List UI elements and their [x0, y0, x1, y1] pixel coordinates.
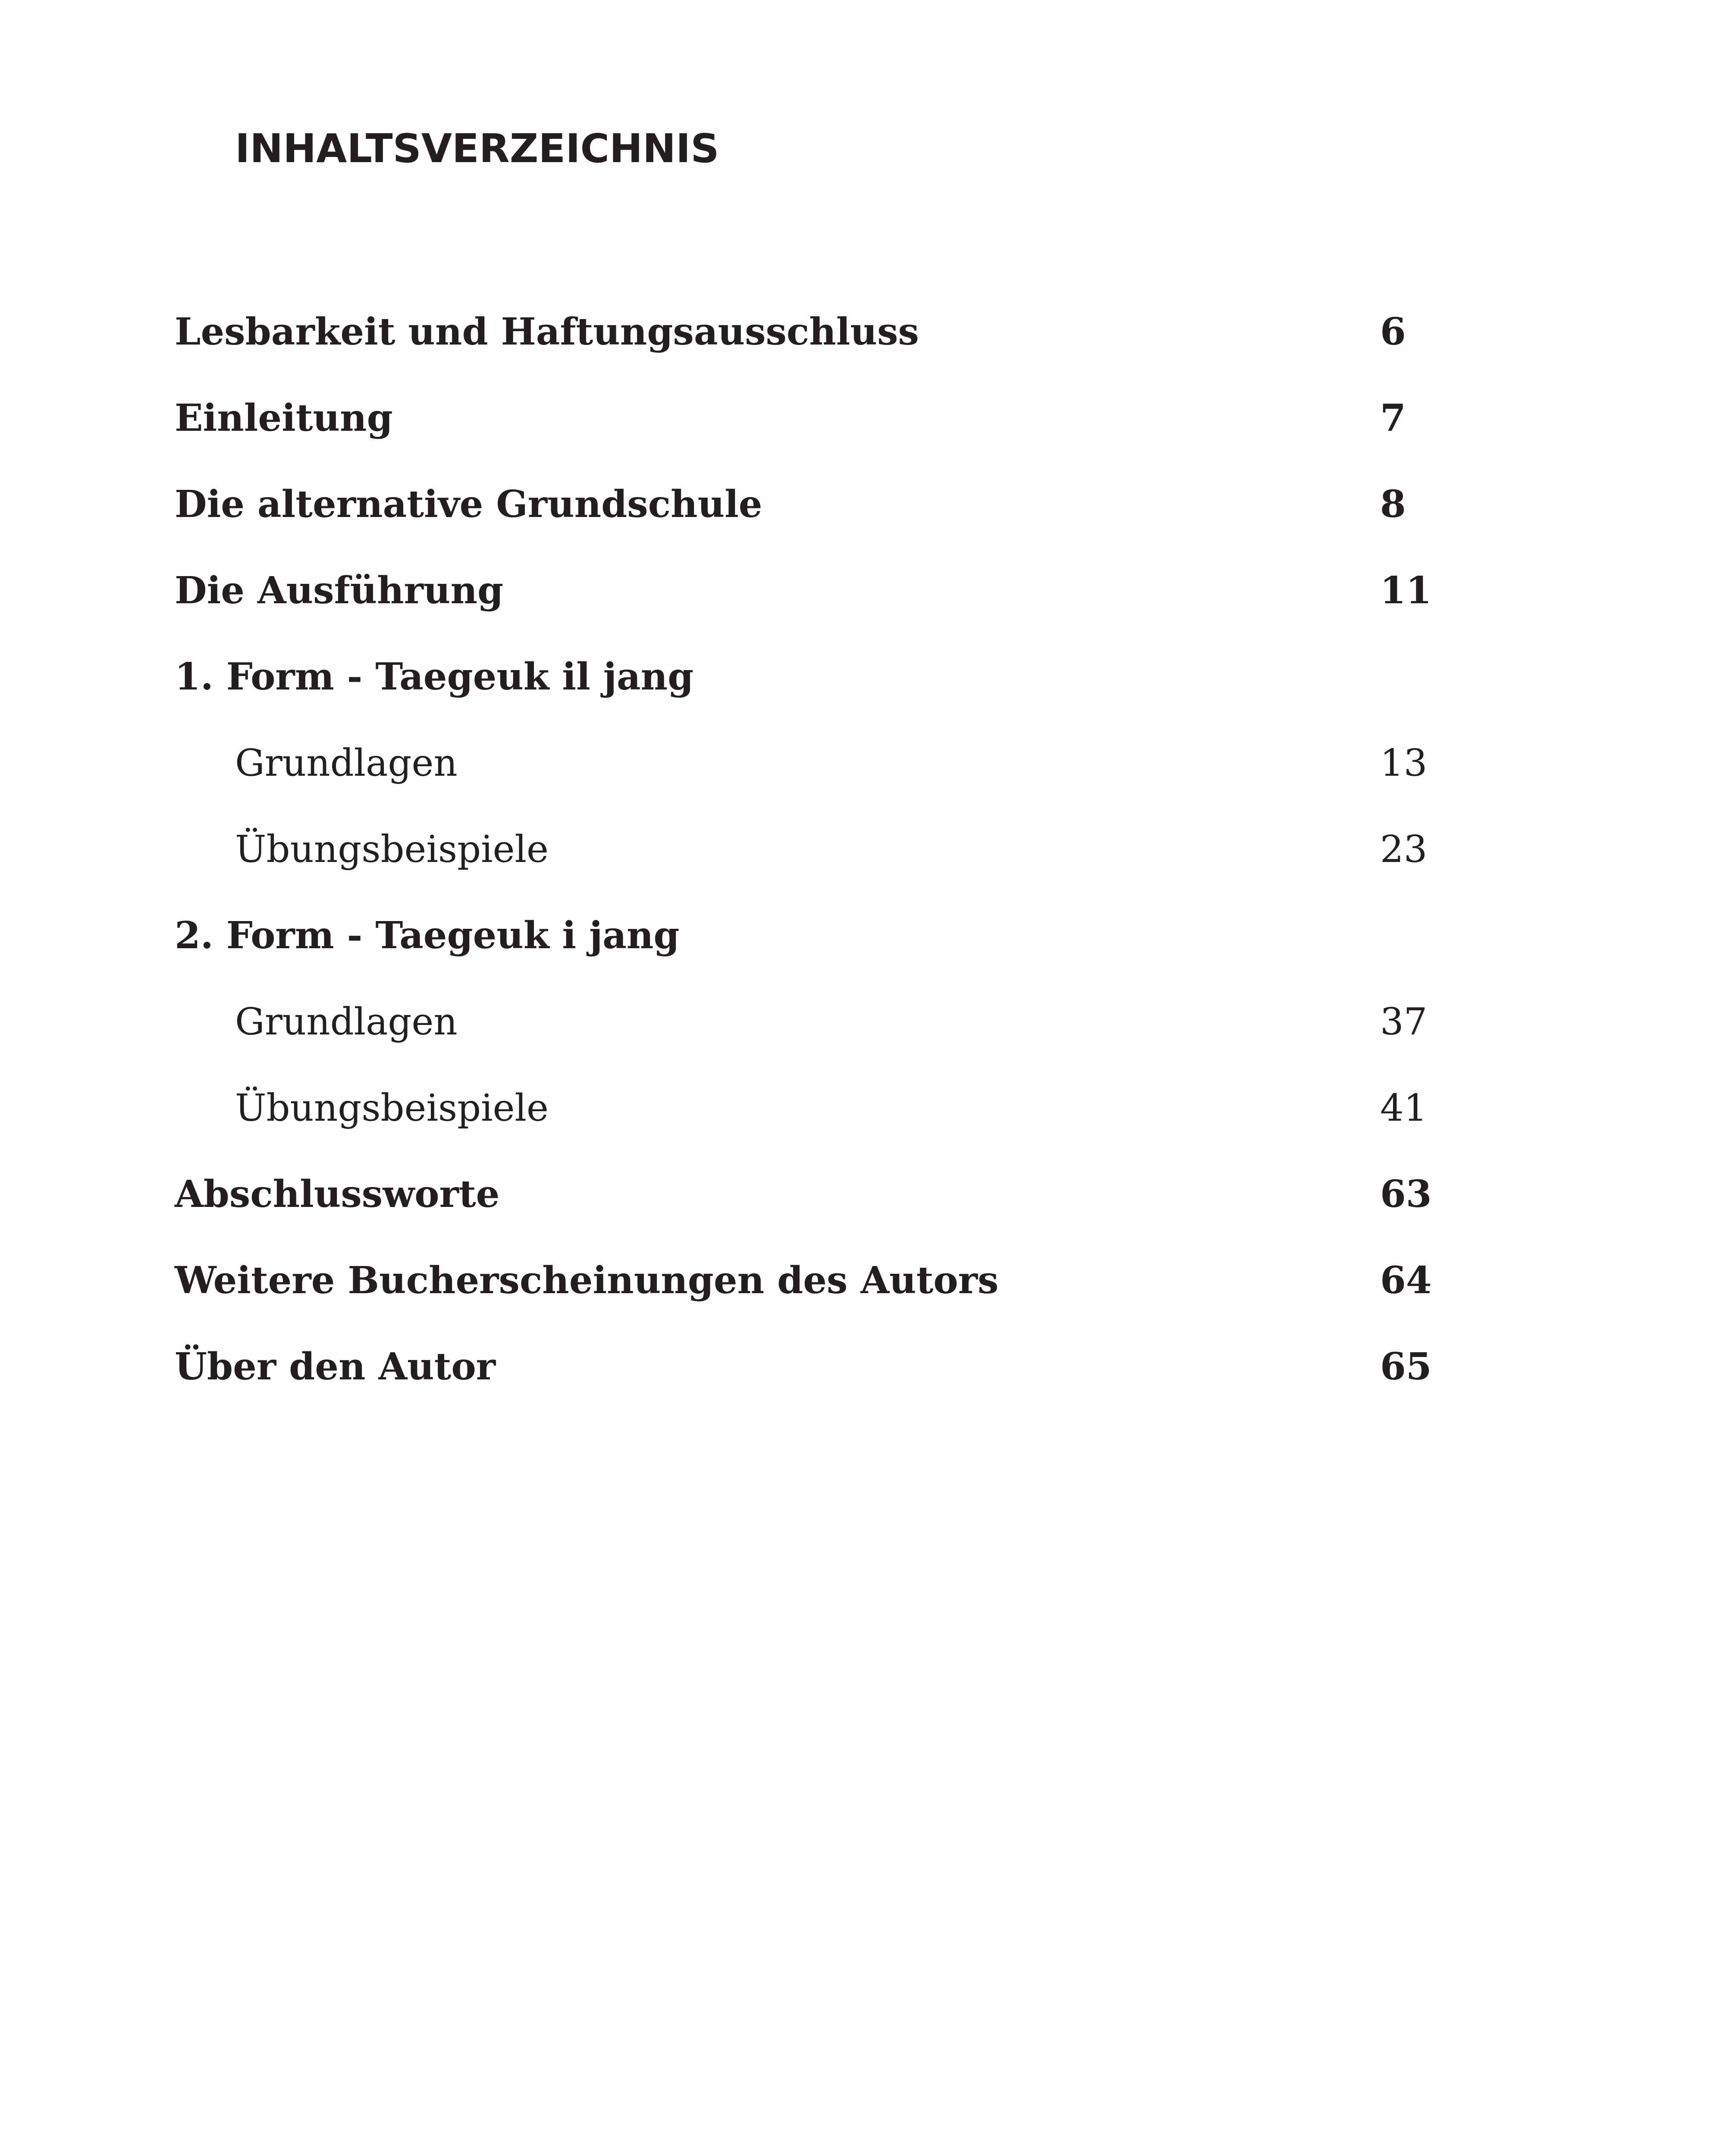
page-title: INHALTSVERZEICHNIS — [235, 125, 719, 172]
toc-entry-label: Einleitung — [175, 396, 393, 440]
toc-entry-label: Übungsbeispiele — [235, 1087, 549, 1130]
toc-entry-page-number: 37 — [1380, 1000, 1428, 1044]
toc-entry — [0, 552, 1732, 630]
toc-entry — [0, 897, 1732, 975]
toc-entry-label: Grundlagen — [235, 742, 458, 785]
toc-entry-label: Grundlagen — [235, 1000, 458, 1044]
toc-subentry — [0, 1069, 1732, 1147]
toc-entry-label: 2. Form - Taegeuk i jang — [175, 914, 680, 957]
toc-entry-label: Über den Autor — [175, 1345, 496, 1388]
toc-entry-page-number: 65 — [1380, 1345, 1432, 1388]
toc-entry-page-number: 6 — [1380, 310, 1406, 354]
toc-subentry — [0, 811, 1732, 888]
toc-subentry — [0, 724, 1732, 802]
toc-entry-page-number: 7 — [1380, 396, 1406, 440]
toc-entry-label: Übungsbeispiele — [235, 828, 549, 871]
toc-entry — [0, 1242, 1732, 1319]
toc-entry-label: Die Ausführung — [175, 569, 504, 612]
toc-entry-page-number: 64 — [1380, 1259, 1432, 1302]
toc-entry-label: Lesbarkeit und Haftungsausschluss — [175, 310, 919, 354]
toc-entry — [0, 466, 1732, 543]
toc-entry-page-number: 8 — [1380, 483, 1406, 526]
toc-entry — [0, 379, 1732, 457]
toc-entry-page-number: 11 — [1380, 569, 1432, 612]
toc-entry — [0, 1156, 1732, 1233]
toc-entry — [0, 293, 1732, 371]
toc-entry — [0, 638, 1732, 716]
toc-entry-label: 1. Form - Taegeuk il jang — [175, 655, 694, 699]
toc-entry-page-number: 41 — [1380, 1087, 1428, 1130]
toc-entry-page-number: 23 — [1380, 828, 1428, 871]
toc-entry-page-number: 63 — [1380, 1172, 1432, 1216]
toc-entry — [0, 1328, 1732, 1406]
toc-entry-page-number: 13 — [1380, 742, 1428, 785]
toc-entry-label: Die alternative Grundschule — [175, 483, 762, 526]
toc-entry-label: Weitere Bucherscheinungen des Autors — [175, 1259, 999, 1302]
toc-entry-label: Abschlussworte — [175, 1172, 500, 1216]
toc-subentry — [0, 983, 1732, 1061]
